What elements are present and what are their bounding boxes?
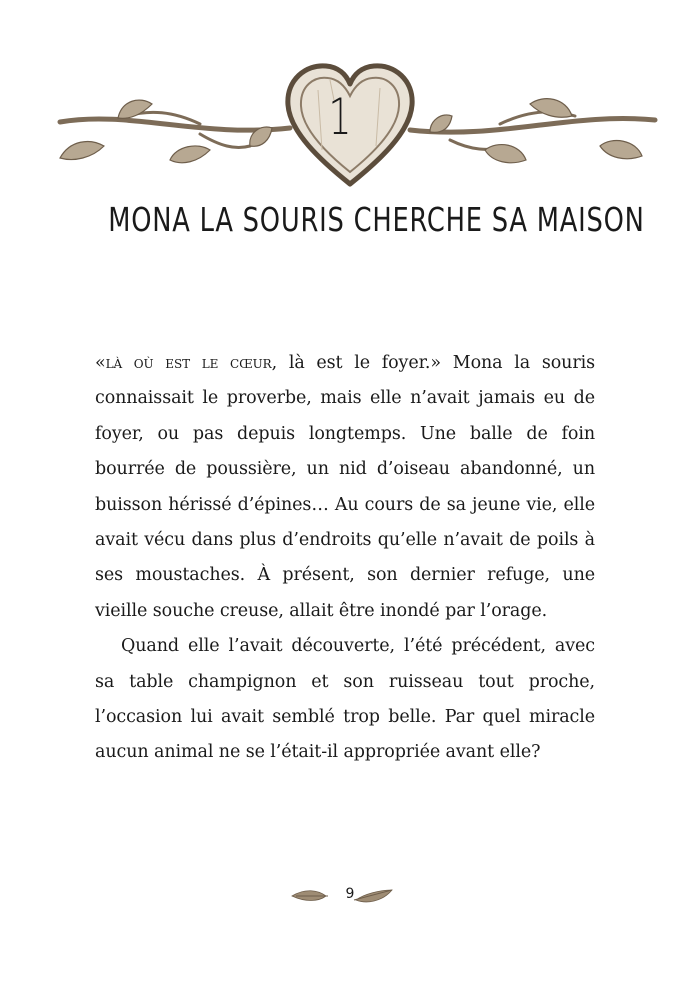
paragraph-1 [95,346,595,629]
folio-left-leaf-icon [292,891,328,901]
chapter-title: MONA LA SOURIS CHERCHE SA MAISON [108,200,645,239]
small-caps-opening: «là où est le cœur, [95,353,278,373]
page-number: 9 [345,886,355,902]
chapter-number: 1 [328,88,352,146]
paragraph-1-text: là est le foyer.» Mona la souris connaissait le proverbe, mais elle n’avait jamais eu de foyer, ou pas depuis longtemps. Une balle de foin bourrée de poussière, un nid d’oiseau abandonné, un buisson hérissé d’épines… Au cours de sa jeune vie, elle avait vécu dans plus d’endroits qu’elle n’avait de poils à ses moustaches. À présent, son dernier refuge, une vieille souche creuse, allait être inondé par l’orage. [95,353,595,621]
body-text [95,346,595,771]
paragraph-2: Quand elle l’avait découverte, l’été précédent, avec sa table champignon et son ruisseau tout proche, l’occasion lui avait semblé trop belle. Par quel miracle aucun animal ne se l’était-il appropriée avant elle? [95,636,595,763]
